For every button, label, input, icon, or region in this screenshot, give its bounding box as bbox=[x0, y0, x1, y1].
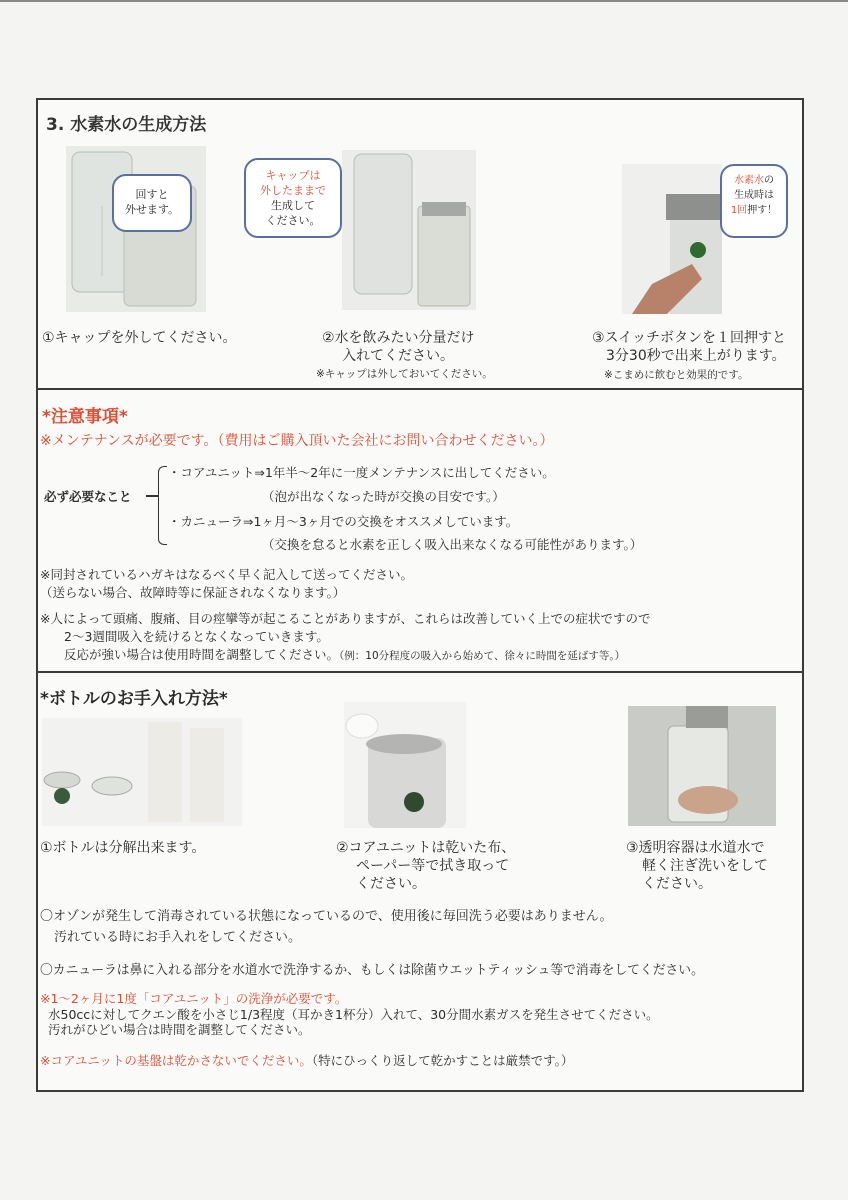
core-cleaning-line3: 汚れがひどい場合は時間を調整してください。 bbox=[48, 1022, 311, 1037]
bubble2-line1: 生成して bbox=[271, 199, 315, 212]
bubble1-line1: 回すと bbox=[135, 188, 169, 201]
speech-bubble-3 bbox=[720, 164, 788, 238]
symptoms-line2: 2～3週間吸入を続けるとなくなっていきます。 bbox=[64, 629, 329, 644]
postcard-line2: （送らない場合、故障時等に保証されなくなります。） bbox=[40, 585, 346, 600]
bubble3-rest-1: の bbox=[764, 175, 774, 186]
symptoms-line3-example: （例：10分程度の吸入から始めて、徐々に時間を延ばす等。） bbox=[339, 650, 626, 662]
bubble3-red-3: 1回 bbox=[730, 205, 748, 216]
divider-2 bbox=[36, 671, 804, 673]
cautions-title: *注意事項* bbox=[42, 407, 128, 427]
symptoms-line1: ※人によって頭痛、腹痛、目の痙攣等が起こることがありますが、これらは改善していく上での症状ですので bbox=[40, 611, 651, 626]
step3-caption-line2: 3分30秒で出来上がります。 bbox=[606, 348, 786, 364]
scan-edge bbox=[0, 0, 848, 2]
final-warning-red: ※コアユニットの基盤は乾かさないでください。 bbox=[40, 1053, 312, 1068]
required-label: 必ず必要なこと bbox=[44, 489, 132, 504]
photo-rinse-container bbox=[628, 706, 776, 826]
photo-fill-water bbox=[342, 150, 476, 310]
care-step2-line3: ください。 bbox=[356, 876, 426, 892]
cannula-care: 〇カニューラは鼻に入れる部分を水道水で洗浄するか、もしくは除菌ウエットティッシュ等で消毒をしてください。 bbox=[40, 963, 704, 978]
photo-core-unit bbox=[344, 702, 466, 828]
symptoms-line3 bbox=[64, 646, 625, 665]
care-step2-line1: ②コアユニットは乾いた布、 bbox=[336, 840, 516, 856]
photo-disassembled bbox=[42, 718, 242, 826]
step3-note: ※こまめに飲むと効果的です。 bbox=[604, 369, 749, 381]
divider-1 bbox=[36, 388, 804, 390]
bottle-photo-2 bbox=[342, 150, 476, 310]
section3-title: 3. 水素水の生成方法 bbox=[46, 115, 207, 135]
bottle-photo-4 bbox=[42, 718, 242, 826]
bubble2-red-line1: キャップは bbox=[265, 169, 321, 182]
bubble3-red-1: 水素水 bbox=[734, 175, 764, 186]
maintenance-note: ※メンテナンスが必要です。（費用はご購入頂いた会社にお問い合わせください。） bbox=[40, 433, 554, 449]
speech-bubble-2 bbox=[244, 158, 342, 238]
photo-switch-button bbox=[622, 164, 722, 314]
core-cleaning-red: ※1～2ヶ月に1度「コアユニット」の洗浄が必要です。 bbox=[40, 991, 348, 1006]
ozone-line1: 〇オゾンが発生して消毒されている状態になっているので、使用後に毎回洗う必要はありません。 bbox=[40, 909, 613, 924]
final-warning bbox=[40, 1052, 573, 1069]
bottle-photo-3 bbox=[622, 164, 722, 314]
brace-tick bbox=[146, 495, 158, 497]
bubble3-rest-3: 押す！ bbox=[747, 205, 778, 216]
care-step3-line2: 軽く注ぎ洗いをして bbox=[642, 858, 768, 874]
item2-line1: ・カニューラ⇒1ヶ月～3ヶ月での交換をオススメしています。 bbox=[168, 514, 519, 529]
care-step3-line3: ください。 bbox=[642, 876, 712, 892]
speech-bubble-1 bbox=[112, 174, 192, 232]
care-step3-line1: ③透明容器は水道水で bbox=[626, 840, 765, 856]
step2-note: ※キャップは外しておいてください。 bbox=[316, 368, 493, 380]
step2-caption-line2: 入れてください。 bbox=[342, 348, 454, 364]
brace-top bbox=[158, 466, 167, 497]
care-step1: ①ボトルは分解出来ます。 bbox=[40, 840, 206, 856]
item2-line2: （交換を怠ると水素を正しく吸入出来なくなる可能性があります。） bbox=[262, 537, 643, 552]
brace-bottom bbox=[158, 496, 167, 545]
postcard-line1: ※同封されているハガキはなるべく早く記入して送ってください。 bbox=[40, 567, 413, 582]
bottle-photo-5 bbox=[344, 702, 466, 828]
item1-line1: ・コアユニット⇒1年半～2年に一度メンテナンスに出してください。 bbox=[168, 465, 555, 480]
item1-line2: （泡が出なくなった時が交換の目安です。） bbox=[262, 489, 505, 504]
ozone-line2: 汚れている時にお手入れをしてください。 bbox=[54, 930, 302, 945]
core-cleaning-line2: 水50ccに対してクエン酸を小さじ1/3程度（耳かき1杯分）入れて、30分間水素ガスを発生させてください。 bbox=[48, 1007, 659, 1022]
bubble2-line2: ください。 bbox=[265, 214, 321, 227]
step2-caption-line1: ②水を飲みたい分量だけ bbox=[322, 330, 475, 346]
care-step2-line2: ペーパー等で拭き取って bbox=[356, 858, 510, 874]
bubble2-red-line2: 外したままで bbox=[260, 184, 326, 197]
step1-caption: ①キャップを外してください。 bbox=[42, 330, 237, 346]
bottle-care-title: *ボトルのお手入れ方法* bbox=[40, 689, 228, 709]
bubble3-line1 bbox=[722, 173, 786, 188]
bottle-photo-6 bbox=[628, 706, 776, 826]
bubble1-line2: 外せます。 bbox=[124, 203, 180, 216]
bubble3-line3 bbox=[722, 203, 786, 218]
step3-caption-line1: ③スイッチボタンを１回押すと bbox=[592, 330, 786, 346]
symptoms-line3-main: 反応が強い場合は使用時間を調整してください。 bbox=[64, 647, 340, 662]
final-warning-rest: （特にひっくり返して乾かすことは厳禁です。） bbox=[311, 1053, 574, 1068]
bubble3-line2: 生成時は bbox=[734, 190, 774, 201]
